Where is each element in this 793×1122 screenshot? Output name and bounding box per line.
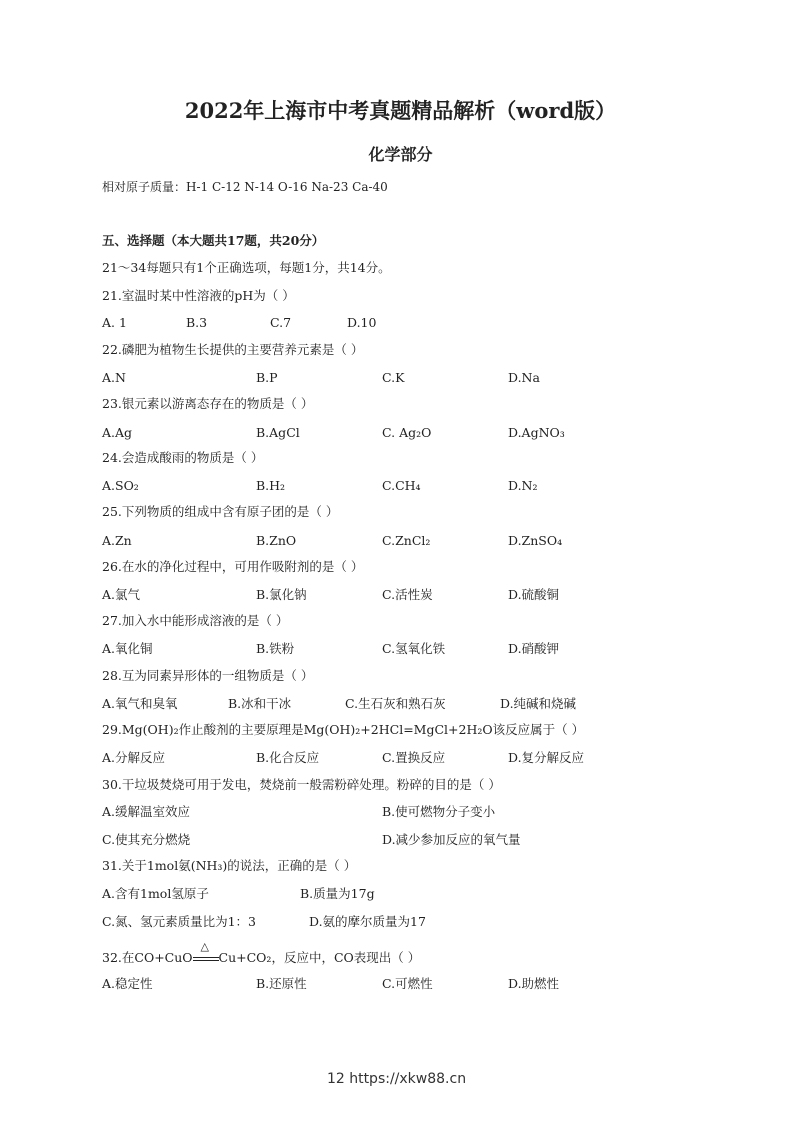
answer-option: B.AgCl [256, 425, 300, 440]
answer-option: B.3 [186, 315, 208, 330]
question-stem: 21.室温时某中性溶液的pH为（ ） [102, 288, 295, 303]
page-footer: 12 https://xkw88.cn [326, 1071, 467, 1087]
answer-option: A.稳定性 [102, 976, 153, 991]
answer-option: B.铁粉 [256, 641, 295, 656]
answer-option: C.K [382, 370, 405, 385]
answer-option: D.氨的摩尔质量为17 [309, 914, 426, 929]
answer-option: A.氧化铜 [102, 641, 153, 656]
answer-option: D.复分解反应 [508, 750, 585, 765]
answer-option: B.质量为17g [300, 886, 375, 901]
answer-option: D.Na [508, 370, 540, 385]
question-stem: 31.关于1mol氨(NH₃)的说法，正确的是（ ） [102, 858, 357, 873]
answer-option: B.冰和干冰 [228, 696, 292, 711]
answer-option: D.N₂ [508, 478, 538, 493]
heat-symbol: △ [200, 939, 209, 953]
answer-option: C.使其充分燃烧 [102, 832, 191, 847]
answer-option: D.减少参加反应的氧气量 [382, 832, 521, 847]
section-instructions: 21～34每题只有1个正确选项，每题1分，共14分。 [102, 260, 391, 275]
answer-option: A.Ag [102, 425, 133, 440]
answer-option: C.活性炭 [382, 587, 433, 602]
question-stem: 22.磷肥为植物生长提供的主要营养元素是（ ） [102, 342, 364, 357]
answer-option: D.纯碱和烧碱 [500, 696, 577, 711]
answer-option: B.使可燃物分子变小 [382, 804, 496, 819]
question-stem: 28.互为同素异形体的一组物质是（ ） [102, 668, 314, 683]
question-stem: 25.下列物质的组成中含有原子团的是（ ） [102, 504, 339, 519]
answer-option: A.氧气和臭氧 [102, 696, 178, 711]
answer-option: C. Ag₂O [382, 425, 432, 440]
answer-option: C.ZnCl₂ [382, 533, 431, 548]
question-stem: 24.会造成酸雨的物质是（ ） [102, 450, 264, 465]
atomic-mass-note: 相对原子质量：H-1 C-12 N-14 O-16 Na-23 Ca-40 [102, 180, 388, 194]
answer-option: C.置换反应 [382, 750, 446, 765]
answer-option: D.ZnSO₄ [508, 533, 563, 548]
answer-option: C.生石灰和熟石灰 [345, 696, 446, 711]
answer-option: C.7 [270, 315, 292, 330]
question-stem: 29.Mg(OH)₂作止酸剂的主要原理是Mg(OH)₂+2HCl=MgCl+2H₂O该反应属于（ ） [102, 722, 585, 737]
question-stem: 26.在水的净化过程中，可用作吸附剂的是（ ） [102, 559, 364, 574]
answer-option: C.CH₄ [382, 478, 421, 493]
answer-option: D.10 [347, 315, 377, 330]
question-stem: 23.银元素以游离态存在的物质是（ ） [102, 396, 314, 411]
stem-part: 32.在CO+CuO [102, 950, 193, 965]
answer-option: A.缓解温室效应 [102, 804, 191, 819]
answer-option: A.N [102, 370, 126, 385]
answer-option: A.Zn [102, 533, 132, 548]
answer-option: B.氯化钠 [256, 587, 307, 602]
answer-option: B.化合反应 [256, 750, 320, 765]
answer-option: A.氯气 [102, 587, 141, 602]
section-heading: 五、选择题（本大题共17题，共20分） [102, 233, 325, 248]
answer-option: A.分解反应 [102, 750, 166, 765]
answer-option: C.氢氧化铁 [382, 641, 446, 656]
answer-option: A. 1 [102, 315, 127, 330]
answer-option: B.P [256, 370, 278, 385]
question-stem [102, 939, 421, 966]
answer-option: D.助燃性 [508, 976, 560, 991]
section-subtitle: 化学部分 [368, 145, 433, 164]
question-stem: 30.干垃圾焚烧可用于发电，焚烧前一般需粉碎处理。粉碎的目的是（ ） [102, 777, 501, 792]
answer-option: D.AgNO₃ [508, 425, 565, 440]
answer-option: D.硝酸钾 [508, 641, 560, 656]
answer-option: B.还原性 [256, 976, 307, 991]
answer-option: A.SO₂ [102, 478, 139, 493]
document-title: 2022年上海市中考真题精品解析（word版） [184, 98, 617, 123]
question-stem: 27.加入水中能形成溶液的是（ ） [102, 613, 289, 628]
stem-part: Cu+CO₂，反应中，CO表现出（ ） [218, 950, 421, 965]
answer-option: D.硫酸铜 [508, 587, 560, 602]
answer-option: B.H₂ [256, 478, 286, 493]
answer-option: C.氮、氢元素质量比为1：3 [102, 914, 256, 929]
answer-option: C.可燃性 [382, 976, 433, 991]
answer-option: B.ZnO [256, 533, 297, 548]
answer-option: A.含有1mol氢原子 [102, 886, 209, 901]
heat-condition-arrow-icon [193, 939, 219, 964]
